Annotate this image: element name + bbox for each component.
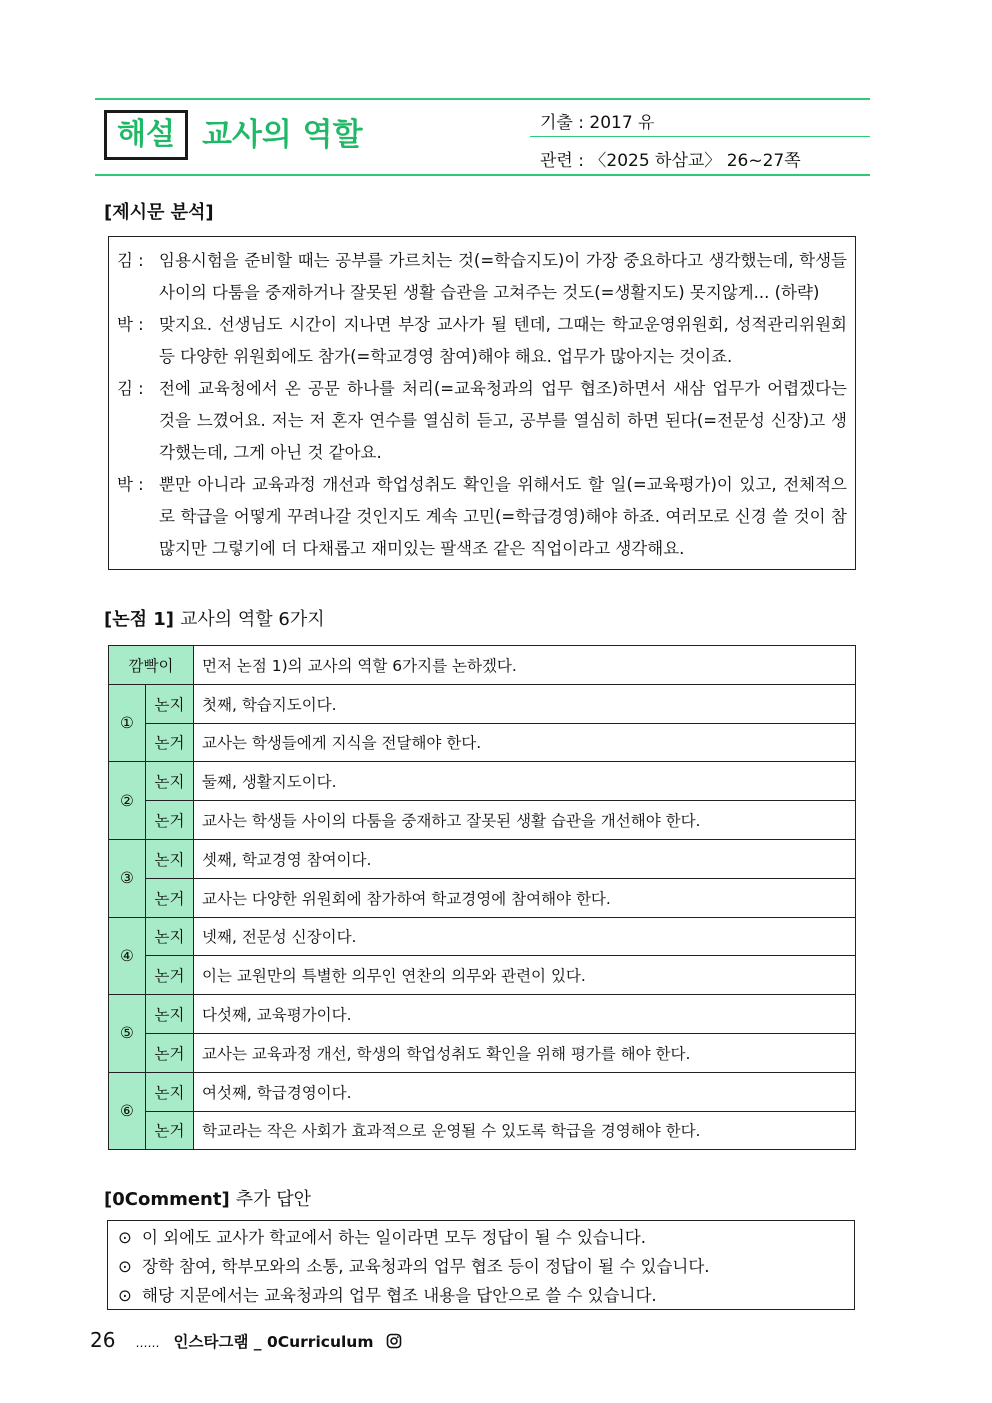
table-row [109,1111,856,1150]
reason-text: 교사는 학생들 사이의 다툼을 중재하고 잘못된 생활 습관을 개선해야 한다. [194,801,856,840]
bullet-icon: ⊙ [118,1257,132,1276]
claim-text: 첫째, 학습지도이다. [194,684,856,723]
table-row [109,684,856,723]
claim-label: 논지 [146,995,194,1034]
comment-heading [104,1185,311,1211]
list-item [118,1281,854,1310]
table-row [109,839,856,878]
reason-text: 교사는 학생들에게 지식을 전달해야 한다. [194,723,856,762]
dialogue-line [117,309,847,373]
reason-label: 논거 [146,878,194,917]
table-row [109,956,856,995]
reason-text: 이는 교원만의 특별한 의무인 연찬의 의무와 관련이 있다. [194,956,856,995]
table-row [109,1033,856,1072]
exam-source: 기출 : 2017 유 [540,113,655,133]
comment-text: 장학 참여, 학부모와의 소통, 교육청과의 업무 협조 등이 정답이 될 수 있습니다. [142,1257,710,1276]
table-row [109,917,856,956]
table-row [109,1072,856,1111]
reason-label: 논거 [146,801,194,840]
footer-dots: …… [135,1336,160,1350]
intro-text: 먼저 논점 1)의 교사의 역할 6가지를 논하겠다. [194,646,856,685]
speaker: 박 : [117,315,144,334]
passage-heading [104,198,214,224]
commentary-badge: 해설 [104,110,188,160]
claim-text: 다섯째, 교육평가이다. [194,995,856,1034]
row-number: ⑤ [109,995,146,1073]
issue-heading [104,605,325,631]
issue-heading-label: [논점 1] [104,609,175,630]
instagram-icon [386,1333,402,1349]
row-number: ④ [109,917,146,995]
dialogue-line [117,373,847,469]
reason-text: 교사는 교육과정 개선, 학생의 학업성취도 확인을 위해 평가를 해야 한다. [194,1033,856,1072]
speaker: 김 : [117,251,144,270]
header-meta-divider [530,136,870,137]
speaker: 김 : [117,379,144,398]
reason-text: 교사는 다양한 위원회에 참가하여 학교경영에 참여해야 한다. [194,878,856,917]
dialogue-box [108,236,856,570]
row-number: ② [109,762,146,840]
reason-text: 학교라는 작은 사회가 효과적으로 운영될 수 있도록 학급을 경영해야 한다. [194,1111,856,1150]
row-number: ① [109,684,146,762]
claim-text: 여섯째, 학급경영이다. [194,1072,856,1111]
list-item [118,1252,854,1281]
related-reference: 관련 : 〈2025 하삼교〉 26~27쪽 [540,151,801,171]
table-row [109,995,856,1034]
table-row [109,723,856,762]
speaker: 박 : [117,475,144,494]
page-title: 교사의 역할 [202,117,363,153]
row-number: ⑥ [109,1072,146,1150]
dialogue-line [117,469,847,565]
footer-brand: 인스타그램 _ 0Curriculum [173,1333,374,1351]
dialogue-line [117,245,847,309]
claim-label: 논지 [146,839,194,878]
dialogue-text: 뿐만 아니라 교육과정 개선과 학업성취도 확인을 위해서도 할 일(=교육평가)이 있고, 전체적으로 학급을 어떻게 꾸려나갈 것인지도 계속 고민(=학급경영)해야 하죠. 여러모로 신경 쓸 것이 참 많지만 그렇기에 더 다채롭고 재미있는 팔색조 같은 직업이라고 생각해요. [159,475,847,558]
claim-text: 둘째, 생활지도이다. [194,762,856,801]
comment-box [107,1220,855,1310]
reason-label: 논거 [146,1033,194,1072]
table-row [109,762,856,801]
header-top-rule [95,98,870,100]
issue-table [108,645,856,1150]
passage-heading-label: [제시문 분석] [104,202,214,223]
table-row [109,878,856,917]
bullet-icon: ⊙ [118,1286,132,1305]
bullet-icon: ⊙ [118,1228,132,1247]
claim-label: 논지 [146,1072,194,1111]
claim-label: 논지 [146,762,194,801]
comment-text: 해당 지문에서는 교육청과의 업무 협조 내용을 답안으로 쓸 수 있습니다. [142,1286,657,1305]
comment-heading-label: [0Comment] [104,1189,230,1210]
issue-heading-topic: 교사의 역할 6가지 [180,609,325,630]
dialogue-text: 임용시험을 준비할 때는 공부를 가르치는 것(=학습지도)이 가장 중요하다고 생각했는데, 학생들 사이의 다툼을 중재하거나 잘못된 생활 습관을 고쳐주는 것도(=생활지도) 못지않게... (하략) [159,251,847,302]
reason-label: 논거 [146,723,194,762]
claim-label: 논지 [146,917,194,956]
header-bottom-rule [95,174,870,176]
dialogue-text: 맞지요. 선생님도 시간이 지나면 부장 교사가 될 텐데, 그때는 학교운영위원회, 성적관리위원회 등 다양한 위원회에도 참가(=학교경영 참여)해야 해요. 업무가 많아지는 것이죠. [159,315,847,366]
dialogue-text: 전에 교육청에서 온 공문 하나를 처리(=교육청과의 업무 협조)하면서 새삼 업무가 어렵겠다는 것을 느꼈어요. 저는 저 혼자 연수를 열심히 듣고, 공부를 열심히 하면 된다(=전문성 신장)고 생각했는데, 그게 아닌 것 같아요. [159,379,847,462]
claim-text: 셋째, 학교경영 참여이다. [194,839,856,878]
intro-row [109,646,856,685]
comment-text: 이 외에도 교사가 학교에서 하는 일이라면 모두 정답이 될 수 있습니다. [142,1228,646,1247]
row-number: ③ [109,839,146,917]
claim-text: 넷째, 전문성 신장이다. [194,917,856,956]
claim-label: 논지 [146,684,194,723]
reason-label: 논거 [146,1111,194,1150]
page-number: 26 [90,1328,116,1352]
intro-label: 깜빡이 [109,646,194,685]
comment-heading-topic: 추가 답안 [235,1189,311,1210]
page-footer [90,1328,402,1352]
list-item [118,1223,854,1252]
table-row [109,801,856,840]
reason-label: 논거 [146,956,194,995]
